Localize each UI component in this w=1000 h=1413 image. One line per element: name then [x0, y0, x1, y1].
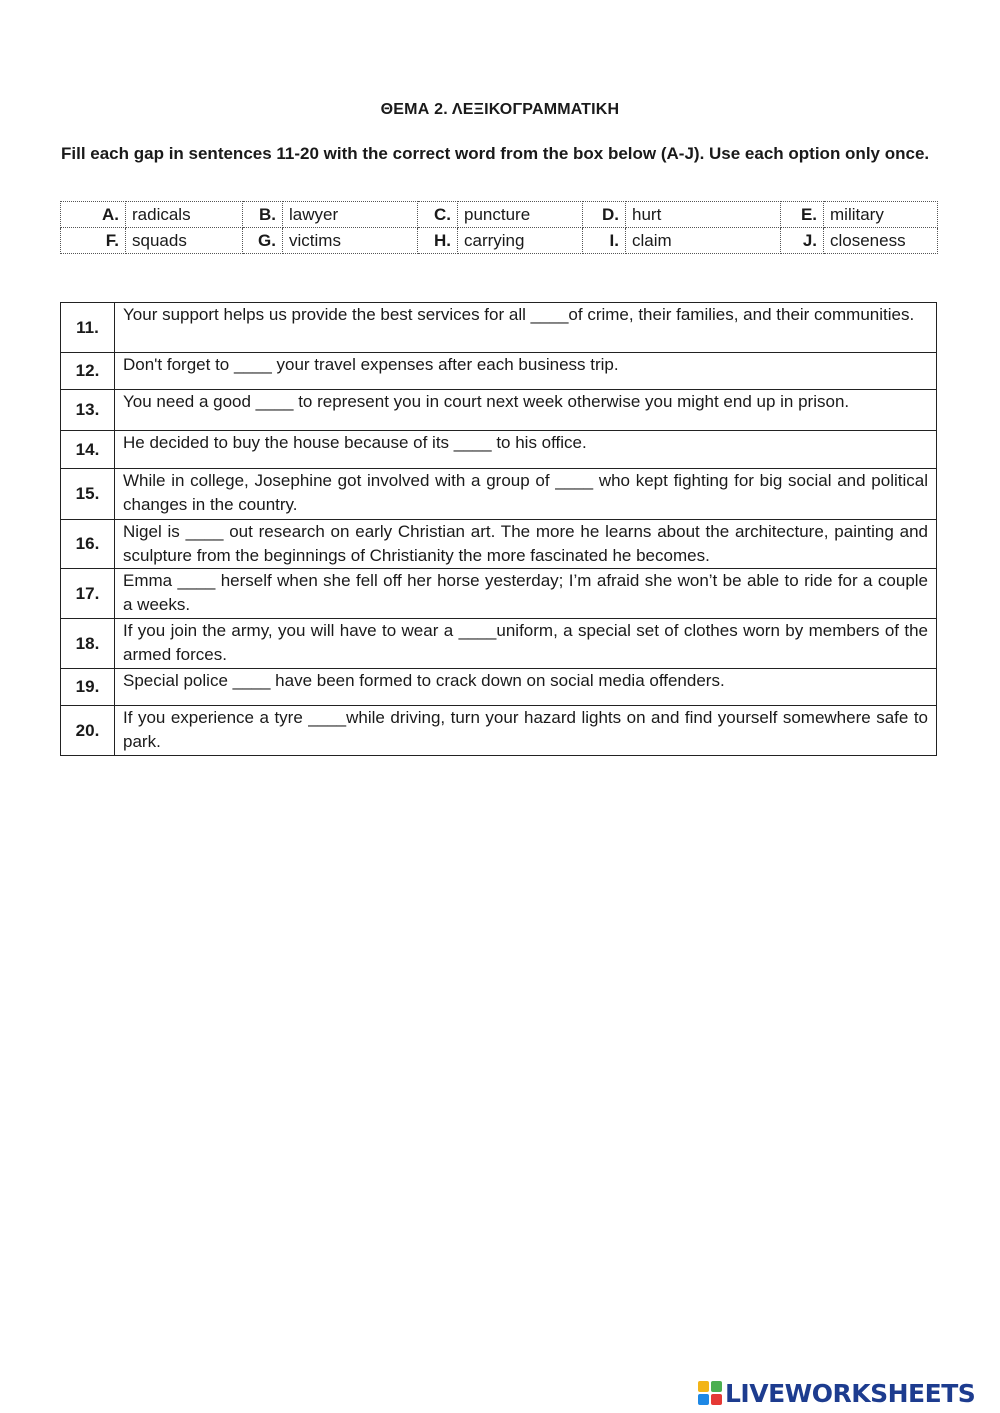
sentence-number: 16. [61, 520, 115, 569]
option-word: military [824, 202, 938, 228]
worksheet-title: ΘΕΜΑ 2. ΛΕΞΙΚΟΓΡΑΜΜΑΤΙΚΗ [380, 101, 620, 118]
sentence-text: Your support helps us provide the best services for all ____of crime, their families, and their communities. [115, 303, 937, 353]
sentence-number: 18. [61, 619, 115, 669]
liveworksheets-logo [698, 1379, 975, 1407]
sentence-row [61, 353, 937, 390]
option-letter: D. [583, 202, 626, 228]
sentence-text: Don't forget to ____ your travel expenses after each business trip. [115, 353, 937, 390]
sentence-text: While in college, Josephine got involved with a group of ____ who kept fighting for big social and political changes in the country. [115, 469, 937, 520]
option-letter: H. [418, 228, 458, 254]
word-box [60, 201, 938, 254]
option-letter: I. [583, 228, 626, 254]
word-box-row [61, 228, 938, 254]
option-word: puncture [458, 202, 583, 228]
option-letter: A. [61, 202, 126, 228]
logo-text: LIVEWORKSHEETS [725, 1378, 976, 1408]
sentence-row [61, 431, 937, 469]
sentence-number: 13. [61, 390, 115, 431]
option-word: squads [126, 228, 243, 254]
sentence-text: Special police ____ have been formed to crack down on social media offenders. [115, 669, 937, 706]
option-letter: C. [418, 202, 458, 228]
option-word: closeness [824, 228, 938, 254]
sentence-row [61, 569, 937, 619]
sentence-row [61, 520, 937, 569]
instructions: Fill each gap in sentences 11-20 with the correct word from the box below (A-J). Use each option only once. [61, 144, 930, 163]
sentence-number: 19. [61, 669, 115, 706]
logo-blocks-icon [698, 1381, 722, 1405]
sentence-row [61, 303, 937, 353]
word-box-row [61, 202, 938, 228]
option-letter: F. [61, 228, 126, 254]
option-letter: E. [781, 202, 824, 228]
option-word: hurt [626, 202, 781, 228]
sentence-text: Emma ____ herself when she fell off her horse yesterday; I’m afraid she won’t be able to ride for a couple a weeks. [115, 569, 937, 619]
sentence-row [61, 669, 937, 706]
option-word: victims [283, 228, 418, 254]
sentence-text: He decided to buy the house because of its ____ to his office. [115, 431, 937, 469]
sentences-table [60, 302, 937, 756]
sentence-row [61, 619, 937, 669]
option-letter: B. [243, 202, 283, 228]
sentence-number: 14. [61, 431, 115, 469]
sentence-text: You need a good ____ to represent you in court next week otherwise you might end up in prison. [115, 390, 937, 431]
sentence-number: 12. [61, 353, 115, 390]
option-word: claim [626, 228, 781, 254]
sentence-row [61, 706, 937, 756]
sentence-text: If you join the army, you will have to wear a ____uniform, a special set of clothes worn by members of the armed forces. [115, 619, 937, 669]
option-word: carrying [458, 228, 583, 254]
option-word: lawyer [283, 202, 418, 228]
sentence-number: 15. [61, 469, 115, 520]
sentence-row [61, 390, 937, 431]
option-letter: G. [243, 228, 283, 254]
sentence-row [61, 469, 937, 520]
sentence-number: 11. [61, 303, 115, 353]
option-word: radicals [126, 202, 243, 228]
sentence-number: 20. [61, 706, 115, 756]
sentence-text: Nigel is ____ out research on early Christian art. The more he learns about the architecture, painting and sculpture from the beginnings of Christianity the more fascinated he becomes. [115, 520, 937, 569]
sentence-text: If you experience a tyre ____while driving, turn your hazard lights on and find yourself somewhere safe to park. [115, 706, 937, 756]
option-letter: J. [781, 228, 824, 254]
sentence-number: 17. [61, 569, 115, 619]
